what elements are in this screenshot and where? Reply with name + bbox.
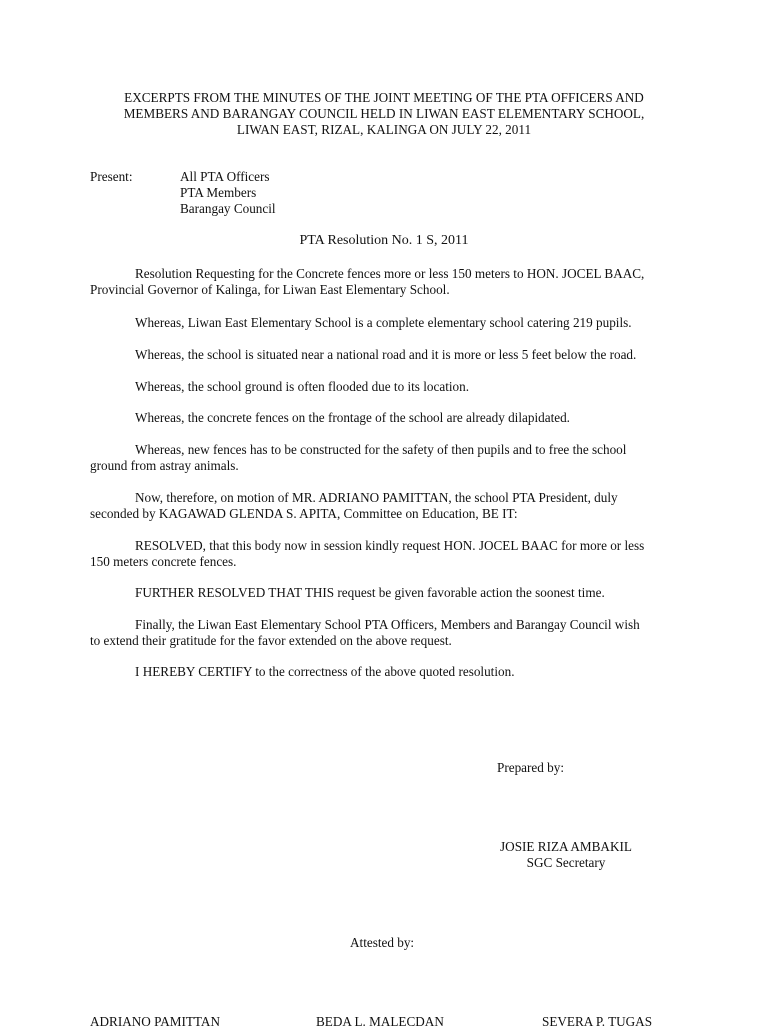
paragraph-line: Whereas, the school ground is often flooded due to its location. (135, 379, 470, 394)
paragraph (90, 585, 690, 601)
heading-line-1: EXCERPTS FROM THE MINUTES OF THE JOINT MEETING OF THE PTA OFFICERS AND (124, 90, 644, 105)
heading-line-3: LIWAN EAST, RIZAL, KALINGA ON JULY 22, 2011 (236, 122, 532, 137)
paragraph (90, 538, 690, 570)
paragraph-line: Whereas, the concrete fences on the frontage of the school are already dilapidated. (135, 410, 570, 425)
resolution-title: PTA Resolution No. 1 S, 2011 (299, 233, 469, 248)
paragraph (90, 315, 690, 331)
attesting-signatory: SEVERA P. TUGAS (542, 1014, 653, 1029)
paragraph (90, 379, 690, 395)
present-list (180, 169, 276, 217)
paragraph-line: Whereas, new fences has to be constructed for the safety of then pupils and to free the school (135, 442, 627, 457)
paragraph (90, 347, 690, 363)
paragraph-line: Provincial Governor of Kalinga, for Liwan East Elementary School. (90, 282, 450, 297)
paragraph (90, 490, 690, 522)
heading-line-2: MEMBERS AND BARANGAY COUNCIL HELD IN LIWAN EAST ELEMENTARY SCHOOL, (123, 106, 645, 121)
paragraph-line: Now, therefore, on motion of MR. ADRIANO PAMITTAN, the school PTA President, duly (135, 490, 618, 505)
paragraph-line: Whereas, Liwan East Elementary School is a complete elementary school catering 219 pupils. (135, 315, 632, 330)
paragraph-line: Finally, the Liwan East Elementary School PTA Officers, Members and Barangay Council wish (135, 617, 640, 632)
paragraph-line: to extend their gratitude for the favor extended on the above request. (90, 633, 452, 648)
paragraph-line: FURTHER RESOLVED THAT THIS request be given favorable action the soonest time. (135, 585, 605, 600)
attesting-signatory: BEDA L. MALECDAN (316, 1014, 444, 1029)
document-heading (60, 90, 708, 138)
paragraph (90, 664, 690, 680)
present-item: Barangay Council (180, 201, 276, 216)
present-item: All PTA Officers (180, 169, 270, 184)
paragraph (90, 442, 690, 474)
paragraph-line: Whereas, the school is situated near a national road and it is more or less 5 feet below the road. (135, 347, 637, 362)
paragraph-line: I HEREBY CERTIFY to the correctness of the above quoted resolution. (135, 664, 515, 679)
prepared-signatory (486, 839, 646, 871)
attesting-signatory: ADRIANO PAMITTAN (90, 1014, 220, 1029)
paragraph-line: Resolution Requesting for the Concrete fences more or less 150 meters to HON. JOCEL BAAC, (135, 266, 645, 281)
paragraph-line: RESOLVED, that this body now in session kindly request HON. JOCEL BAAC for more or less (135, 538, 645, 553)
paragraph-line: seconded by KAGAWAD GLENDA S. APITA, Committee on Education, BE IT: (90, 506, 518, 521)
paragraph-line: ground from astray animals. (90, 458, 239, 473)
paragraph (90, 617, 690, 649)
attested-by-label: Attested by: (350, 935, 415, 950)
signatory-name: JOSIE RIZA AMBAKIL (500, 839, 632, 854)
present-item: PTA Members (180, 185, 257, 200)
present-label: Present: (90, 169, 133, 184)
paragraph-line: 150 meters concrete fences. (90, 554, 237, 569)
paragraph (90, 410, 690, 426)
signatory-title: SGC Secretary (526, 855, 606, 870)
prepared-by-label: Prepared by: (497, 760, 565, 775)
paragraph (90, 266, 690, 298)
